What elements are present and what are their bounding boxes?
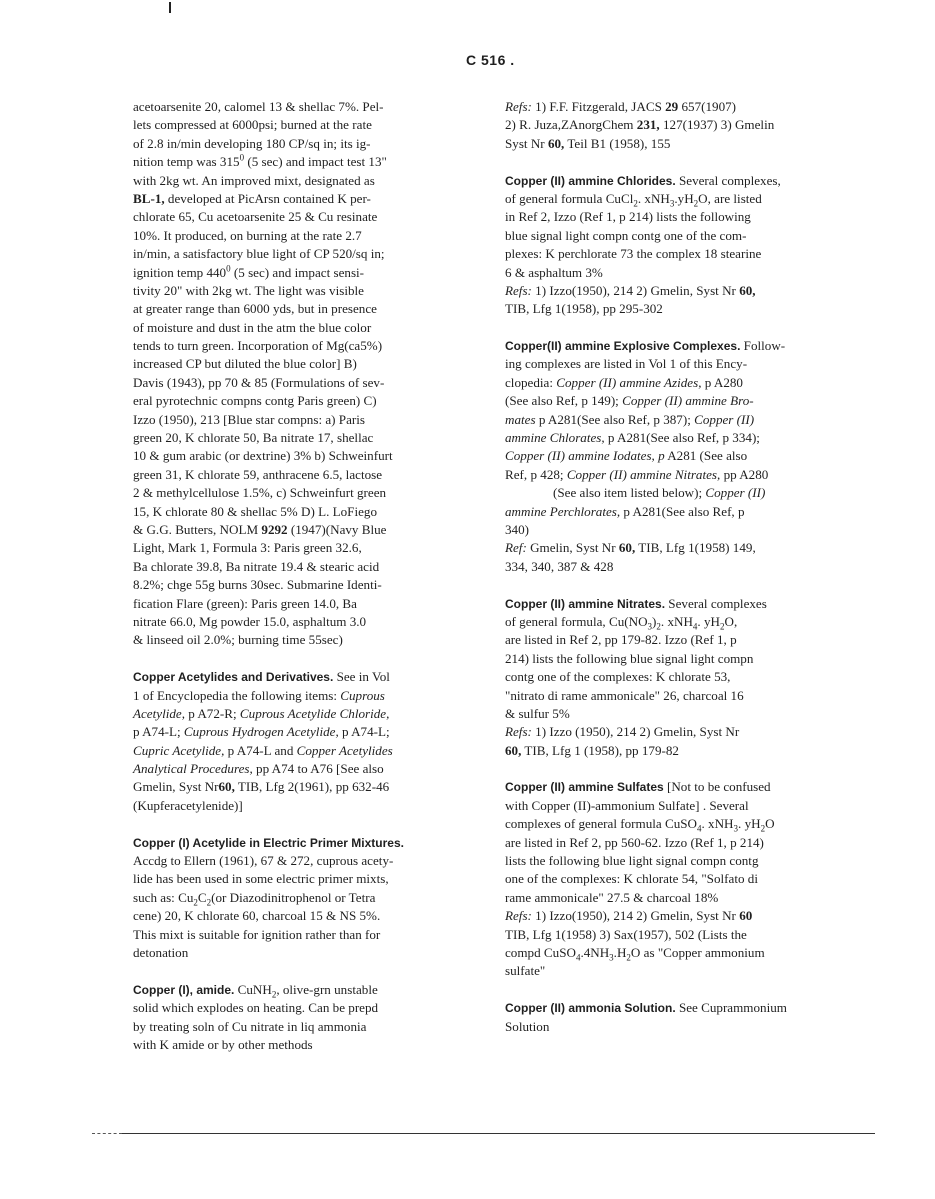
text-run: (1947)(Navy Blue [287, 521, 387, 537]
bold-text: 9292 [261, 521, 288, 537]
text-line [133, 1018, 473, 1036]
text-run: p A72-R; [184, 705, 240, 721]
text-run: [Not to be confused [663, 779, 771, 795]
text-line [505, 834, 845, 852]
entry-heading: Copper (II) ammine Chlorides. [505, 173, 676, 188]
italic-text: Cuprous Hydrogen Acetylide, [183, 724, 339, 740]
italic-text: Copper (II) ammine Bro- [622, 393, 754, 409]
text-line [505, 337, 845, 355]
text-line [505, 778, 845, 796]
text-run: , olive-grn unstable [276, 981, 378, 997]
text-run: .yH [674, 190, 694, 206]
entry-heading: Copper(II) ammine Explosive Complexes. [505, 339, 741, 354]
text-run: p A281(See also Ref, p 334); [604, 430, 760, 446]
text-run: are listed in Ref 2, pp 179-82. Izzo (Ref 1, p [505, 632, 737, 648]
footer-rule [122, 1133, 875, 1134]
italic-text: ammine Chlorates, [505, 430, 605, 446]
bold-text: 60, [618, 540, 636, 556]
text-line [133, 595, 473, 613]
text-run: lists the following blue light signal compn contg [505, 853, 759, 869]
italic-text: Refs: [505, 282, 532, 298]
text-run: 657(1907) [678, 99, 737, 114]
subscript: 4 [575, 952, 581, 963]
text-line [505, 227, 845, 245]
text-run: clopedia: [505, 374, 557, 390]
text-run: p A74-L and [224, 742, 297, 758]
text-run: with Copper (II)-ammonium Sulfate] . Several [505, 797, 749, 813]
text-line [505, 282, 845, 300]
text-line [133, 797, 473, 815]
text-run: TIB, Lfg 2(1961), pp 632-46 [234, 779, 390, 795]
text-line [133, 944, 473, 962]
text-run: 1 of Encyclopedia the following items: [133, 687, 341, 703]
text-run: 127(1937) 3) Gmelin [659, 117, 775, 133]
text-line [505, 723, 845, 741]
text-run: & G.G. Butters, NOLM [133, 521, 262, 537]
text-run: detonation [133, 944, 189, 960]
text-run: Gmelin, Syst Nr [133, 779, 219, 795]
text-run: Ba chlorate 39.8, Ba nitrate 19.4 & stearic acid [133, 558, 380, 574]
text-run: by treating soln of Cu nitrate in liq ammonia [133, 1018, 367, 1034]
text-line [133, 613, 473, 631]
text-run: fication Flare (green): Paris green 14.0, Ba [133, 595, 357, 611]
text-run: Gmelin, Syst Nr [526, 540, 619, 556]
left-column [133, 98, 473, 1054]
text-run: complexes of general formula CuSO [505, 816, 697, 832]
text-line [505, 429, 845, 447]
text-run: 334, 340, 387 & 428 [505, 558, 614, 574]
text-run: (or Diazodinitrophenol or Tetra [211, 889, 376, 905]
text-line [133, 411, 473, 429]
text-line [133, 392, 473, 410]
entry-heading: Copper (I), amide. [133, 982, 235, 997]
text-line [133, 98, 473, 116]
text-run: 214) lists the following blue signal light compn [505, 650, 754, 666]
text-run: 10%. It produced, on burning at the rate 2.7 [133, 227, 362, 243]
text-line [133, 834, 473, 852]
text-run: eral pyrotechnic compns contg Paris green) C) [133, 393, 377, 409]
text-line [133, 723, 473, 741]
text-line [133, 521, 473, 539]
text-run: rame ammonicale" 27.5 & charcoal 18% [505, 889, 719, 905]
text-line [505, 926, 845, 944]
italic-text: Copper (II) [705, 485, 766, 501]
text-line [505, 907, 845, 925]
subscript: 3 [733, 823, 739, 834]
text-line [133, 484, 473, 502]
text-line [133, 907, 473, 925]
text-run: TIB, Lfg 1 (1958), pp 179-82 [521, 742, 679, 758]
text-line [505, 411, 845, 429]
italic-text: Copper (II) ammine Iodates, p [505, 448, 665, 464]
text-run: (See also item listed below); [553, 485, 706, 501]
text-run: ignition temp 440 [133, 264, 227, 280]
text-run: increased CP but diluted the blue color] B) [133, 356, 357, 372]
text-line [505, 447, 845, 465]
text-run: O, [724, 613, 738, 629]
text-run: (Kupferacetylenide)] [133, 797, 243, 813]
text-run: lide has been used in some electric primer mixts, [133, 871, 389, 887]
bold-text: 60, [218, 779, 235, 795]
text-run: such as: Cu [133, 889, 194, 905]
text-line [133, 870, 473, 888]
text-run: at greater range than 6000 yds, but in presence [133, 301, 377, 317]
text-line [133, 778, 473, 796]
text-line [133, 337, 473, 355]
text-line [505, 613, 845, 631]
text-run: .4NH [580, 944, 610, 960]
text-line [505, 944, 845, 962]
text-run: . yH [738, 816, 761, 832]
text-run: . xNH [701, 816, 734, 832]
entry-heading: Copper Acetylides and Derivatives. [133, 670, 334, 685]
text-run: .H [613, 944, 627, 960]
text-line [133, 429, 473, 447]
text-line [505, 190, 845, 208]
text-line [133, 208, 473, 226]
text-run: p A280 [701, 374, 743, 390]
text-run: Teil B1 (1958), 155 [564, 135, 671, 151]
text-run: 1) Izzo(1950), 214 2) Gmelin, Syst Nr [531, 282, 740, 298]
footer-rule-dashed [92, 1133, 122, 1134]
text-run: cene) 20, K chlorate 60, charcoal 15 & NS 5%. [133, 908, 381, 924]
margin-tick-mark [169, 2, 171, 13]
text-line [505, 521, 845, 539]
italic-text: Copper (II) [694, 411, 755, 427]
text-run: are listed in Ref 2, pp 560-62. Izzo (Ref 1, p 214) [505, 834, 764, 850]
italic-text: Ref: [505, 540, 527, 556]
text-line [133, 300, 473, 318]
text-line [133, 576, 473, 594]
text-line [505, 1018, 845, 1036]
text-line [133, 1036, 473, 1054]
italic-text: Refs: [505, 908, 532, 924]
text-run: in Ref 2, Izzo (Ref 1, p 214) lists the following [505, 209, 751, 225]
text-run: O as "Copper ammonium [630, 944, 765, 960]
text-run: of moisture and dust in the atm the blue color [133, 319, 372, 335]
text-run: of 2.8 in/min developing 180 CP/sq in; its ig- [133, 135, 371, 151]
subscript: 3 [647, 621, 653, 632]
text-run: p A281(See also Ref, p [620, 503, 745, 519]
text-run: TIB, Lfg 1(1958) 3) Sax(1957), 502 (Lists the [505, 926, 747, 942]
italic-text: Analytical Procedures, [133, 761, 253, 777]
text-run: Ref, p 428; [505, 466, 567, 482]
subscript: 3 [669, 198, 675, 209]
text-line [505, 742, 845, 760]
text-line [505, 392, 845, 410]
text-run: & linseed oil 2.0%; burning time 55sec) [133, 632, 343, 648]
text-run: TIB, Lfg 1(1958), pp 295-302 [505, 301, 663, 317]
superscript: 0 [239, 152, 245, 163]
text-line [505, 815, 845, 833]
text-line [133, 760, 473, 778]
bold-text: 29 [665, 99, 679, 114]
text-run: p A281(See also Ref, p 387); [535, 411, 695, 427]
text-line [133, 981, 473, 999]
entry-heading: Copper (II) ammonia Solution. [505, 1001, 676, 1016]
text-run: p A74-L; [338, 724, 390, 740]
text-line [505, 889, 845, 907]
text-line [133, 447, 473, 465]
paragraph-gap [133, 962, 473, 980]
text-run: CuNH [234, 981, 272, 997]
italic-text: Cuprous Acetylide Chloride, [239, 705, 390, 721]
text-line [133, 668, 473, 686]
text-run: with 2kg wt. An improved mixt, designated as [133, 172, 375, 188]
italic-text: ammine Perchlorates, [505, 503, 621, 519]
text-line [505, 558, 845, 576]
text-line [133, 631, 473, 649]
text-run: green 20, K chlorate 50, Ba nitrate 17, shellac [133, 430, 374, 446]
text-line [133, 282, 473, 300]
text-run: blue signal light compn contg one of the com- [505, 227, 747, 243]
paragraph-gap [505, 576, 845, 594]
text-run: "nitrato di rame ammonicale" 26, charcoal 16 [505, 687, 744, 703]
text-line [133, 705, 473, 723]
italic-text: Copper (II) ammine Azides, [556, 374, 702, 390]
text-line [505, 631, 845, 649]
text-run: Several complexes, [675, 172, 781, 188]
text-run: Syst Nr [505, 135, 548, 151]
italic-text: Copper (II) ammine Nitrates, [566, 466, 721, 482]
text-line [505, 503, 845, 521]
text-run: Solution [505, 1018, 550, 1034]
text-line [505, 264, 845, 282]
text-run: in/min, a satisfactory blue light of CP 520/sq in; [133, 246, 385, 262]
text-run: . xNH [637, 190, 670, 206]
bold-text: 60, [739, 282, 756, 298]
text-run: . yH [697, 613, 720, 629]
text-run: ) [652, 613, 657, 629]
text-run: See Cuprammonium [675, 1000, 787, 1016]
text-run: (5 sec) and impact test 13" [244, 154, 387, 170]
subscript: 2 [693, 198, 699, 209]
subscript: 2 [271, 989, 277, 1000]
text-run: solid which explodes on heating. Can be prepd [133, 1000, 379, 1016]
text-run: 15, K chlorate 80 & shellac 5% D) L. LoFiego [133, 503, 377, 519]
italic-text: Refs: [505, 724, 532, 740]
text-run: Light, Mark 1, Formula 3: Paris green 32.6, [133, 540, 362, 556]
text-line [505, 999, 845, 1017]
italic-text: Copper Acetylides [296, 742, 393, 758]
text-line [133, 227, 473, 245]
text-line [505, 595, 845, 613]
text-run: C [197, 889, 207, 905]
text-line [133, 135, 473, 153]
text-run: tends to turn green. Incorporation of Mg(ca5%) [133, 338, 383, 354]
entry-heading: Copper (II) ammine Sulfates [505, 780, 664, 795]
text-line [505, 668, 845, 686]
text-run: (See also Ref, p 149); [505, 393, 623, 409]
text-line [133, 503, 473, 521]
text-line [505, 650, 845, 668]
entry-heading: Copper (II) ammine Nitrates. [505, 596, 666, 611]
text-run: 6 & asphaltum 3% [505, 264, 603, 280]
text-line [505, 300, 845, 318]
text-run: Follow- [740, 338, 786, 354]
subscript: 4 [697, 823, 702, 834]
text-line [133, 539, 473, 557]
text-line [133, 116, 473, 134]
bold-text: 60, [505, 742, 522, 758]
italic-text: Cupric Acetylide, [133, 742, 225, 758]
text-line [505, 374, 845, 392]
text-run: of general formula CuCl [505, 190, 634, 206]
text-run: chlorate 65, Cu acetoarsenite 25 & Cu resinate [133, 209, 378, 225]
subscript: 2 [626, 952, 631, 963]
text-line [133, 999, 473, 1017]
text-run: 10 & gum arabic (or dextrine) 3% b) Schweinfurt [133, 448, 393, 464]
text-line [505, 116, 845, 134]
text-run: compd CuSO [505, 944, 576, 960]
text-line [133, 172, 473, 190]
text-run: lets compressed at 6000psi; burned at the rate [133, 117, 372, 133]
entry-heading: Copper (I) Acetylide in Electric Primer Mixtures. [133, 835, 404, 850]
subscript: 2 [719, 621, 725, 632]
italic-text: Cuprous [340, 687, 385, 703]
text-line [505, 539, 845, 557]
text-run: See in Vol [333, 669, 390, 685]
text-line [133, 190, 473, 208]
text-run: 8.2%; chge 55g burns 30sec. Submarine Identi- [133, 577, 382, 593]
text-line [505, 852, 845, 870]
text-line [133, 374, 473, 392]
text-line [133, 889, 473, 907]
text-line [505, 797, 845, 815]
bold-text: 60 [739, 908, 753, 924]
text-line [133, 852, 473, 870]
text-run: TIB, Lfg 1(1958) 149, [635, 540, 756, 556]
text-line [505, 466, 845, 484]
text-line [133, 742, 473, 760]
text-line [133, 245, 473, 263]
text-line [133, 558, 473, 576]
text-run: O, are listed [698, 190, 762, 206]
text-run: with K amide or by other methods [133, 1036, 313, 1052]
paragraph-gap [505, 760, 845, 778]
text-run: This mixt is suitable for ignition rather than for [133, 926, 381, 942]
text-run: acetoarsenite 20, calomel 13 & shellac 7%. Pel- [133, 99, 384, 114]
text-line [505, 245, 845, 263]
text-line [505, 687, 845, 705]
text-run: contg one of the complexes: K chlorate 53, [505, 669, 731, 685]
text-run: sulfate" [505, 963, 546, 979]
designation: BL-1, [133, 190, 165, 206]
paragraph-gap [133, 815, 473, 833]
text-line [505, 135, 845, 153]
text-run: 340) [505, 521, 530, 537]
text-run: Izzo (1950), 213 [Blue star compns: a) Paris [133, 411, 365, 427]
text-run: Accdg to Ellern (1961), 67 & 272, cuprous acety- [133, 853, 394, 869]
text-run: pp A280 [720, 466, 769, 482]
text-line [505, 355, 845, 373]
text-run: (5 sec) and impact sensi- [230, 264, 365, 280]
italic-text: Acetylide, [133, 705, 185, 721]
text-run: ing complexes are listed in Vol 1 of this Ency- [505, 356, 748, 372]
subscript: 2 [206, 897, 212, 908]
text-run: nition temp was 315 [133, 154, 240, 170]
text-line [133, 319, 473, 337]
text-run: plexes: K perchlorate 73 the complex 18 stearine [505, 246, 762, 262]
paragraph-gap [133, 650, 473, 668]
text-run: A281 (See also [664, 448, 748, 464]
right-column [505, 98, 845, 1036]
italic-text: Refs: [505, 99, 532, 114]
subscript: 3 [609, 952, 614, 963]
subscript: 2 [193, 897, 198, 908]
text-line [133, 466, 473, 484]
bold-text: 60, [547, 135, 565, 151]
text-run: O [765, 816, 775, 832]
text-line [505, 962, 845, 980]
text-line [505, 172, 845, 190]
text-run: p A74-L; [133, 724, 184, 740]
page-number: C 516 . [466, 52, 515, 68]
text-run: & sulfur 5% [505, 705, 570, 721]
text-run: of general formula, Cu(NO [505, 613, 648, 629]
text-run: tivity 20" with 2kg wt. The light was visible [133, 282, 364, 298]
text-line [133, 355, 473, 373]
text-line [505, 98, 845, 116]
subscript: 2 [656, 621, 661, 632]
text-run: 2) R. Juza,ZAnorgChem [505, 117, 637, 133]
text-line [133, 264, 473, 282]
text-line [133, 153, 473, 171]
paragraph-gap [505, 981, 845, 999]
subscript: 2 [760, 823, 766, 834]
text-line [505, 208, 845, 226]
text-line [505, 484, 845, 502]
text-line [133, 926, 473, 944]
text-run: developed at PicArsn contained K per- [164, 190, 371, 206]
text-run: 1) F.F. Fitzgerald, JACS [531, 99, 666, 114]
text-run: 2 & methylcellulose 1.5%, c) Schweinfurt green [133, 485, 387, 501]
text-line [505, 870, 845, 888]
bold-text: 231, [636, 117, 660, 133]
paragraph-gap [505, 153, 845, 171]
text-run: Davis (1943), pp 70 & 85 (Formulations of sev- [133, 374, 385, 390]
text-run: 1) Izzo(1950), 214 2) Gmelin, Syst Nr [531, 908, 740, 924]
italic-text: mates [505, 411, 536, 427]
text-run: nitrate 66.0, Mg powder 15.0, asphaltum 3.0 [133, 613, 367, 629]
text-line [133, 687, 473, 705]
text-line [505, 705, 845, 723]
text-run: 1) Izzo (1950), 214 2) Gmelin, Syst Nr [531, 724, 740, 740]
subscript: 4 [692, 621, 698, 632]
text-run: Several complexes [665, 595, 767, 611]
text-run: one of the complexes: K chlorate 54, "Solfato di [505, 871, 758, 887]
text-run: green 31, K chlorate 59, anthracene 6.5, lactose [133, 466, 383, 482]
superscript: 0 [226, 263, 231, 274]
paragraph-gap [505, 319, 845, 337]
text-run: . xNH [660, 613, 693, 629]
text-run: pp A74 to A76 [See also [252, 761, 384, 777]
subscript: 2 [633, 198, 638, 209]
